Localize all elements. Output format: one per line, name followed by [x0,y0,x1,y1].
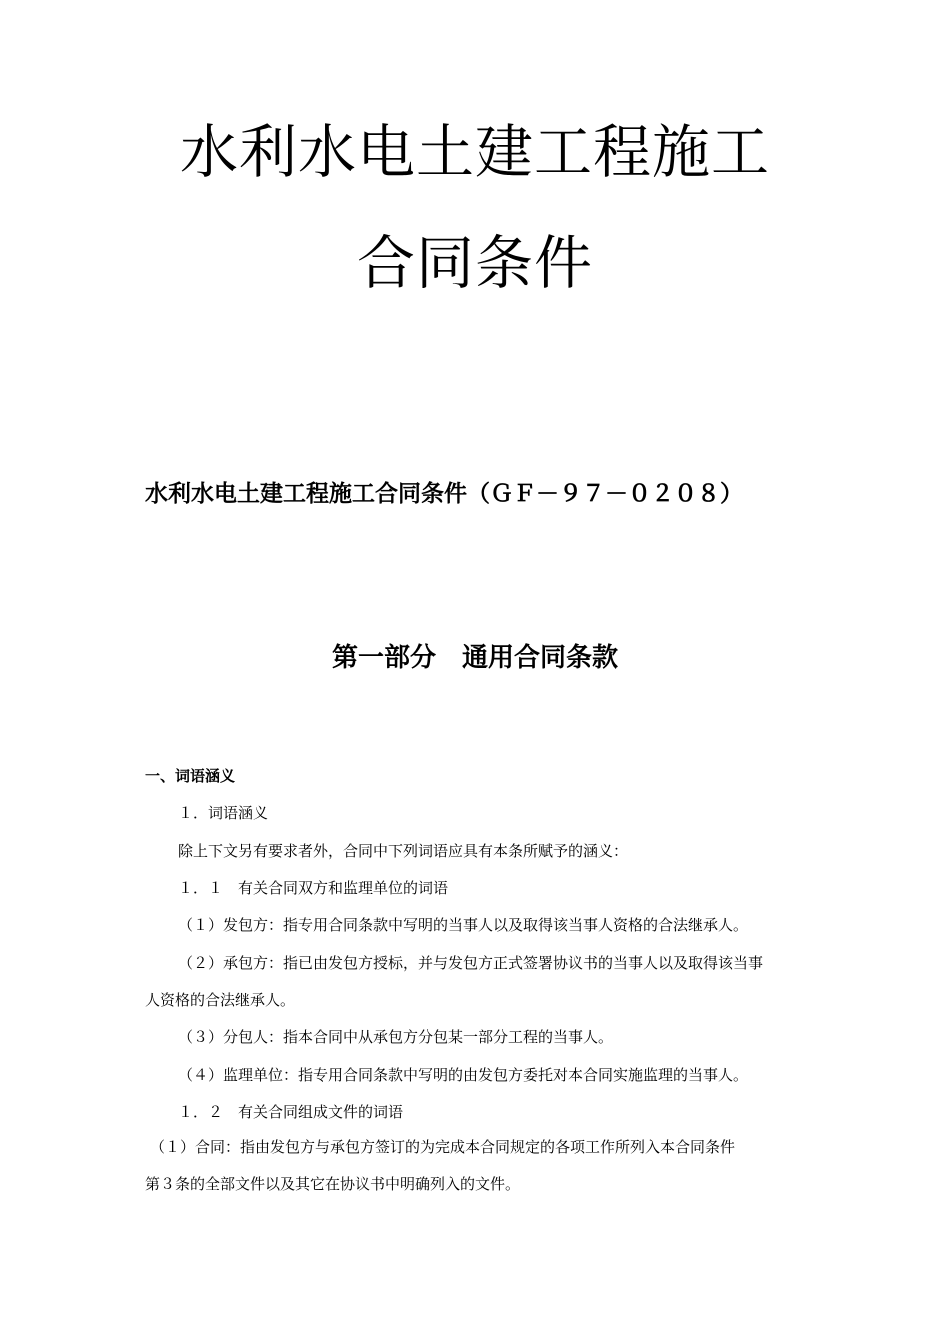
clause-1-1-title: １．１ 有关合同双方和监理单位的词语 [178,879,449,897]
document-title-line-1: 水利水电土建工程施工 [179,118,770,186]
clause-1-1-item-3: （３）分包人：指本合同中从承包方分包某一部分工程的当事人。 [178,1028,614,1046]
clause-1-1-item-1: （１）发包方：指专用合同条款中写明的当事人以及取得该当事人资格的合法继承人。 [178,916,749,934]
clause-1-title: １．词语涵义 [178,804,269,822]
clause-1-1-item-2-cont: 人资格的合法继承人。 [145,991,296,1009]
document-title-line-2: 合同条件 [356,229,593,297]
clause-1-2-title: １．２ 有关合同组成文件的词语 [178,1103,404,1121]
clause-1-2-item-1-cont: 第３条的全部文件以及其它在协议书中明确列入的文件。 [145,1175,521,1193]
clause-1-1-item-4: （４）监理单位：指专用合同条款中写明的由发包方委托对本合同实施监理的当事人。 [178,1066,749,1084]
part-title: 第一部分 通用合同条款 [331,643,618,673]
section-heading: 一、词语涵义 [145,767,236,785]
clause-1-2-item-1: （１）合同：指由发包方与承包方签订的为完成本合同规定的各项工作所列入本合同条件 [150,1138,736,1156]
clause-1-1-item-2: （２）承包方：指已由发包方授标，并与发包方正式签署协议书的当事人以及取得该当事 [178,954,764,972]
clause-1-intro: 除上下文另有要求者外，合同中下列词语应具有本条所赋予的涵义： [178,842,629,860]
document-subtitle: 水利水电土建工程施工合同条件（ＧＦ－９７－０２０８） [145,481,743,507]
